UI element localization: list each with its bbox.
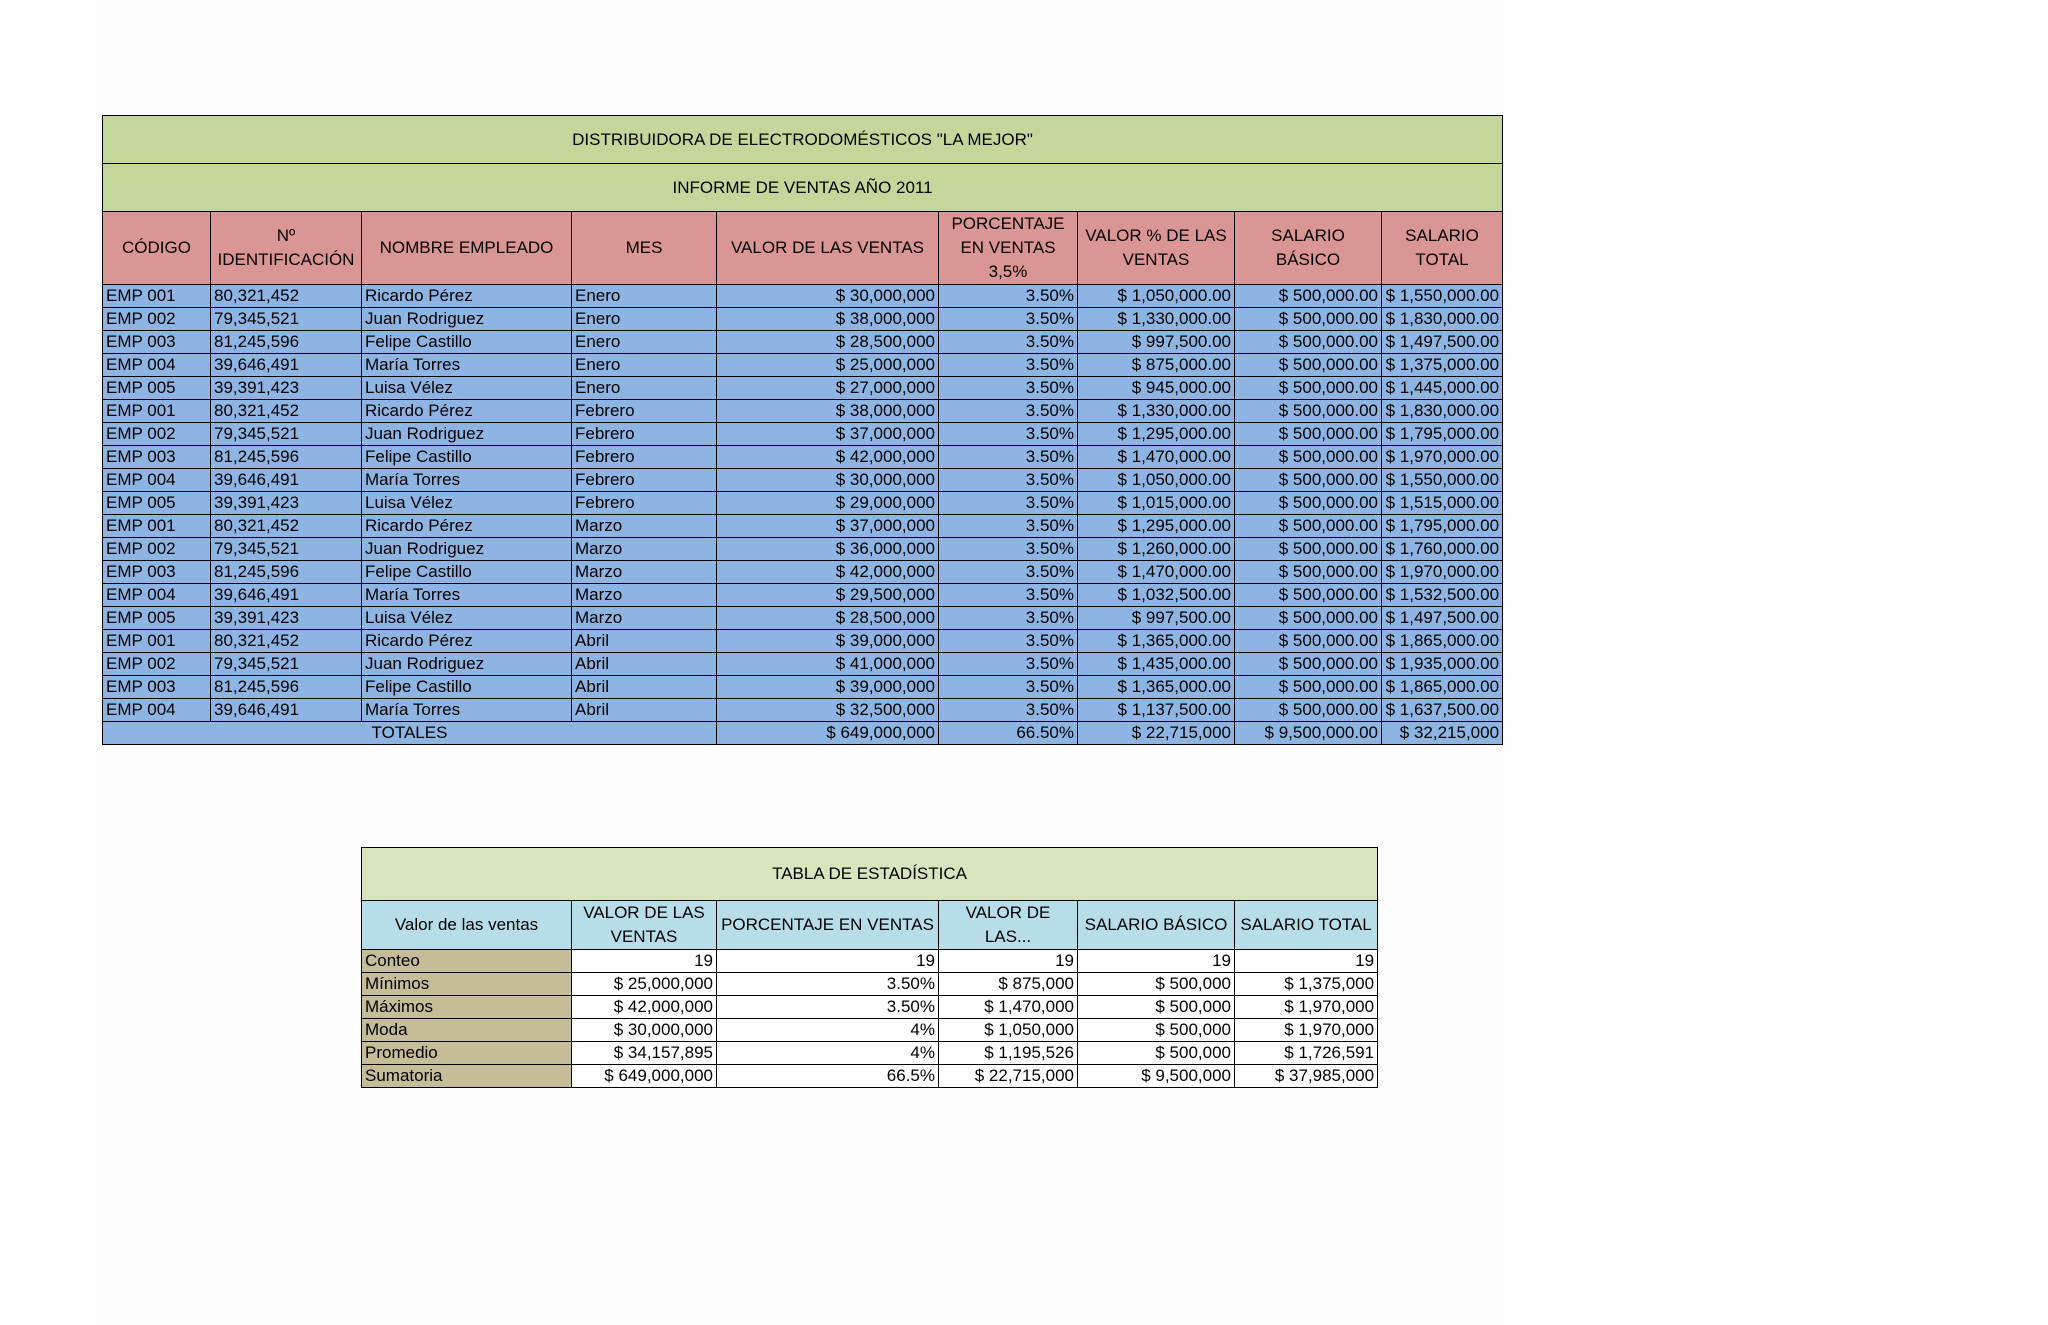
stat-valor-ventas[interactable]: $ 42,000,000	[572, 996, 717, 1019]
cell-codigo[interactable]: EMP 003	[103, 561, 211, 584]
cell-identificacion[interactable]: 81,245,596	[211, 446, 362, 469]
cell-codigo[interactable]: EMP 004	[103, 699, 211, 722]
cell-nombre[interactable]: Juan Rodriguez	[362, 653, 572, 676]
cell-codigo[interactable]: EMP 001	[103, 630, 211, 653]
cell-codigo[interactable]: EMP 002	[103, 538, 211, 561]
cell-valor-ventas[interactable]: $ 30,000,000	[717, 469, 939, 492]
cell-porcentaje[interactable]: 3.50%	[939, 538, 1078, 561]
cell-valor-porcentaje[interactable]: $ 1,470,000.00	[1078, 446, 1235, 469]
stats-header-row	[362, 901, 1378, 950]
cell-porcentaje[interactable]: 3.50%	[939, 446, 1078, 469]
cell-salario-basico[interactable]: $ 500,000.00	[1235, 584, 1382, 607]
cell-valor-porcentaje[interactable]: $ 1,365,000.00	[1078, 676, 1235, 699]
stat-valor-ventas[interactable]: 19	[572, 950, 717, 973]
cell-porcentaje[interactable]: 3.50%	[939, 492, 1078, 515]
cell-valor-ventas[interactable]: $ 28,500,000	[717, 607, 939, 630]
table-row	[103, 492, 1503, 515]
cell-salario-basico[interactable]: $ 500,000.00	[1235, 331, 1382, 354]
total-salario-basico[interactable]: $ 9,500,000.00	[1235, 722, 1382, 745]
cell-nombre[interactable]: Ricardo Pérez	[362, 630, 572, 653]
cell-salario-basico[interactable]: $ 500,000.00	[1235, 630, 1382, 653]
header-codigo[interactable]: CÓDIGO	[103, 212, 211, 285]
stat-salario-basico[interactable]: $ 500,000	[1078, 1042, 1235, 1065]
cell-codigo[interactable]: EMP 005	[103, 607, 211, 630]
cell-salario-basico[interactable]: $ 500,000.00	[1235, 492, 1382, 515]
cell-valor-porcentaje[interactable]: $ 997,500.00	[1078, 331, 1235, 354]
stat-label[interactable]: Promedio	[362, 1042, 572, 1065]
cell-codigo[interactable]: EMP 002	[103, 653, 211, 676]
report-title: DISTRIBUIDORA DE ELECTRODOMÉSTICOS "LA MEJOR"	[103, 116, 1503, 164]
cell-identificacion[interactable]: 39,391,423	[211, 492, 362, 515]
stat-valor-ventas[interactable]: $ 25,000,000	[572, 973, 717, 996]
cell-salario-basico[interactable]: $ 500,000.00	[1235, 676, 1382, 699]
stats-row	[362, 950, 1378, 973]
cell-valor-porcentaje[interactable]: $ 1,330,000.00	[1078, 308, 1235, 331]
table-row	[103, 446, 1503, 469]
cell-identificacion[interactable]: 80,321,452	[211, 515, 362, 538]
cell-porcentaje[interactable]: 3.50%	[939, 699, 1078, 722]
stat-porcentaje[interactable]: 19	[717, 950, 939, 973]
stat-porcentaje[interactable]: 4%	[717, 1019, 939, 1042]
cell-identificacion[interactable]: 79,345,521	[211, 423, 362, 446]
cell-valor-porcentaje[interactable]: $ 1,295,000.00	[1078, 515, 1235, 538]
total-salario-total[interactable]: $ 32,215,000	[1382, 722, 1503, 745]
sales-report-table	[102, 115, 1503, 745]
stat-salario-total[interactable]: $ 1,970,000	[1235, 1019, 1378, 1042]
column-header-row	[103, 212, 1503, 285]
cell-salario-total[interactable]: $ 1,865,000.00	[1382, 630, 1503, 653]
stats-header-porcentaje[interactable]: PORCENTAJE EN VENTAS	[717, 901, 939, 950]
table-row	[103, 607, 1503, 630]
cell-identificacion[interactable]: 39,646,491	[211, 699, 362, 722]
cell-nombre[interactable]: Juan Rodriguez	[362, 538, 572, 561]
statistics-table	[361, 847, 1378, 1088]
cell-valor-ventas[interactable]: $ 38,000,000	[717, 308, 939, 331]
cell-salario-total[interactable]: $ 1,550,000.00	[1382, 285, 1503, 308]
stat-salario-basico[interactable]: $ 500,000	[1078, 973, 1235, 996]
stat-porcentaje[interactable]: 3.50%	[717, 996, 939, 1019]
stat-valor-de-las[interactable]: 19	[939, 950, 1078, 973]
table-row	[103, 561, 1503, 584]
stat-label[interactable]: Conteo	[362, 950, 572, 973]
cell-porcentaje[interactable]: 3.50%	[939, 423, 1078, 446]
stat-valor-ventas[interactable]: $ 34,157,895	[572, 1042, 717, 1065]
cell-identificacion[interactable]: 80,321,452	[211, 400, 362, 423]
cell-salario-basico[interactable]: $ 500,000.00	[1235, 308, 1382, 331]
stat-porcentaje[interactable]: 66.5%	[717, 1065, 939, 1088]
stats-row	[362, 1019, 1378, 1042]
cell-valor-ventas[interactable]: $ 41,000,000	[717, 653, 939, 676]
cell-valor-ventas[interactable]: $ 42,000,000	[717, 561, 939, 584]
totals-label[interactable]: TOTALES	[103, 722, 717, 745]
cell-porcentaje[interactable]: 3.50%	[939, 653, 1078, 676]
cell-salario-total[interactable]: $ 1,865,000.00	[1382, 676, 1503, 699]
total-porcentaje[interactable]: 66.50%	[939, 722, 1078, 745]
cell-porcentaje[interactable]: 3.50%	[939, 676, 1078, 699]
cell-porcentaje[interactable]: 3.50%	[939, 331, 1078, 354]
stats-header-valor-de-las[interactable]: VALOR DE LAS...	[939, 901, 1078, 950]
cell-identificacion[interactable]: 79,345,521	[211, 538, 362, 561]
cell-mes[interactable]: Abril	[572, 676, 717, 699]
stats-header-label[interactable]: Valor de las ventas	[362, 901, 572, 950]
cell-valor-porcentaje[interactable]: $ 945,000.00	[1078, 377, 1235, 400]
cell-salario-total[interactable]: $ 1,375,000.00	[1382, 354, 1503, 377]
stat-valor-de-las[interactable]: $ 875,000	[939, 973, 1078, 996]
cell-salario-total[interactable]: $ 1,795,000.00	[1382, 423, 1503, 446]
table-row	[103, 331, 1503, 354]
stat-salario-total[interactable]: 19	[1235, 950, 1378, 973]
table-row	[103, 308, 1503, 331]
cell-identificacion[interactable]: 39,646,491	[211, 469, 362, 492]
cell-salario-total[interactable]: $ 1,830,000.00	[1382, 308, 1503, 331]
table-row	[103, 676, 1503, 699]
cell-valor-ventas[interactable]: $ 29,000,000	[717, 492, 939, 515]
stat-salario-total[interactable]: $ 1,375,000	[1235, 973, 1378, 996]
cell-valor-ventas[interactable]: $ 42,000,000	[717, 446, 939, 469]
cell-salario-basico[interactable]: $ 500,000.00	[1235, 699, 1382, 722]
cell-salario-basico[interactable]: $ 500,000.00	[1235, 561, 1382, 584]
cell-mes[interactable]: Febrero	[572, 469, 717, 492]
stat-salario-basico[interactable]: 19	[1078, 950, 1235, 973]
cell-porcentaje[interactable]: 3.50%	[939, 515, 1078, 538]
total-valor-ventas[interactable]: $ 649,000,000	[717, 722, 939, 745]
cell-mes[interactable]: Marzo	[572, 538, 717, 561]
stat-valor-de-las[interactable]: $ 1,050,000	[939, 1019, 1078, 1042]
header-nombre-empleado[interactable]: NOMBRE EMPLEADO	[362, 212, 572, 285]
cell-valor-porcentaje[interactable]: $ 1,365,000.00	[1078, 630, 1235, 653]
cell-porcentaje[interactable]: 3.50%	[939, 469, 1078, 492]
cell-identificacion[interactable]: 39,391,423	[211, 377, 362, 400]
cell-nombre[interactable]: Ricardo Pérez	[362, 285, 572, 308]
cell-salario-total[interactable]: $ 1,970,000.00	[1382, 561, 1503, 584]
stat-label[interactable]: Moda	[362, 1019, 572, 1042]
cell-nombre[interactable]: Felipe Castillo	[362, 331, 572, 354]
cell-salario-basico[interactable]: $ 500,000.00	[1235, 469, 1382, 492]
report-subtitle: INFORME DE VENTAS AÑO 2011	[103, 164, 1503, 212]
table-row	[103, 400, 1503, 423]
cell-codigo[interactable]: EMP 001	[103, 400, 211, 423]
cell-valor-ventas[interactable]: $ 39,000,000	[717, 630, 939, 653]
cell-valor-porcentaje[interactable]: $ 1,330,000.00	[1078, 400, 1235, 423]
cell-salario-basico[interactable]: $ 500,000.00	[1235, 354, 1382, 377]
table-row	[103, 630, 1503, 653]
cell-valor-ventas[interactable]: $ 29,500,000	[717, 584, 939, 607]
cell-salario-total[interactable]: $ 1,795,000.00	[1382, 515, 1503, 538]
totals-row	[103, 722, 1503, 745]
cell-valor-porcentaje[interactable]: $ 1,260,000.00	[1078, 538, 1235, 561]
cell-salario-basico[interactable]: $ 500,000.00	[1235, 653, 1382, 676]
cell-nombre[interactable]: María Torres	[362, 469, 572, 492]
header-porcentaje[interactable]: PORCENTAJE EN VENTAS 3,5%	[939, 212, 1078, 285]
cell-mes[interactable]: Enero	[572, 308, 717, 331]
cell-mes[interactable]: Febrero	[572, 400, 717, 423]
cell-valor-ventas[interactable]: $ 25,000,000	[717, 354, 939, 377]
cell-identificacion[interactable]: 79,345,521	[211, 308, 362, 331]
cell-salario-total[interactable]: $ 1,515,000.00	[1382, 492, 1503, 515]
cell-mes[interactable]: Enero	[572, 354, 717, 377]
stat-valor-de-las[interactable]: $ 1,470,000	[939, 996, 1078, 1019]
cell-nombre[interactable]: Ricardo Pérez	[362, 515, 572, 538]
header-salario-total[interactable]: SALARIO TOTAL	[1382, 212, 1503, 285]
cell-codigo[interactable]: EMP 004	[103, 354, 211, 377]
table-row	[103, 699, 1503, 722]
cell-porcentaje[interactable]: 3.50%	[939, 354, 1078, 377]
stat-label[interactable]: Sumatoria	[362, 1065, 572, 1088]
cell-mes[interactable]: Marzo	[572, 584, 717, 607]
cell-nombre[interactable]: Luisa Vélez	[362, 377, 572, 400]
header-valor-ventas[interactable]: VALOR DE LAS VENTAS	[717, 212, 939, 285]
cell-porcentaje[interactable]: 3.50%	[939, 308, 1078, 331]
cell-salario-basico[interactable]: $ 500,000.00	[1235, 607, 1382, 630]
cell-codigo[interactable]: EMP 002	[103, 423, 211, 446]
cell-valor-ventas[interactable]: $ 36,000,000	[717, 538, 939, 561]
cell-porcentaje[interactable]: 3.50%	[939, 285, 1078, 308]
table-row	[103, 515, 1503, 538]
cell-salario-basico[interactable]: $ 500,000.00	[1235, 538, 1382, 561]
cell-mes[interactable]: Marzo	[572, 515, 717, 538]
cell-identificacion[interactable]: 39,646,491	[211, 584, 362, 607]
cell-salario-total[interactable]: $ 1,497,500.00	[1382, 607, 1503, 630]
cell-salario-total[interactable]: $ 1,637,500.00	[1382, 699, 1503, 722]
cell-salario-total[interactable]: $ 1,935,000.00	[1382, 653, 1503, 676]
cell-identificacion[interactable]: 81,245,596	[211, 676, 362, 699]
table-row	[103, 653, 1503, 676]
cell-identificacion[interactable]: 79,345,521	[211, 653, 362, 676]
cell-porcentaje[interactable]: 3.50%	[939, 607, 1078, 630]
cell-salario-basico[interactable]: $ 500,000.00	[1235, 377, 1382, 400]
cell-mes[interactable]: Enero	[572, 331, 717, 354]
cell-mes[interactable]: Abril	[572, 653, 717, 676]
cell-mes[interactable]: Febrero	[572, 446, 717, 469]
cell-nombre[interactable]: María Torres	[362, 699, 572, 722]
stat-label[interactable]: Máximos	[362, 996, 572, 1019]
cell-nombre[interactable]: Ricardo Pérez	[362, 400, 572, 423]
cell-valor-porcentaje[interactable]: $ 1,470,000.00	[1078, 561, 1235, 584]
cell-valor-ventas[interactable]: $ 38,000,000	[717, 400, 939, 423]
cell-valor-ventas[interactable]: $ 32,500,000	[717, 699, 939, 722]
stat-salario-total[interactable]: $ 37,985,000	[1235, 1065, 1378, 1088]
stat-valor-de-las[interactable]: $ 1,195,526	[939, 1042, 1078, 1065]
cell-nombre[interactable]: María Torres	[362, 354, 572, 377]
cell-salario-basico[interactable]: $ 500,000.00	[1235, 446, 1382, 469]
cell-identificacion[interactable]: 39,391,423	[211, 607, 362, 630]
table-row	[103, 423, 1503, 446]
cell-porcentaje[interactable]: 3.50%	[939, 561, 1078, 584]
cell-valor-ventas[interactable]: $ 27,000,000	[717, 377, 939, 400]
cell-nombre[interactable]: Luisa Vélez	[362, 607, 572, 630]
table-row	[103, 584, 1503, 607]
table-row	[103, 354, 1503, 377]
stats-header-valor-ventas[interactable]: VALOR DE LAS VENTAS	[572, 901, 717, 950]
cell-porcentaje[interactable]: 3.50%	[939, 584, 1078, 607]
stats-header-salario-total[interactable]: SALARIO TOTAL	[1235, 901, 1378, 950]
cell-codigo[interactable]: EMP 003	[103, 676, 211, 699]
cell-codigo[interactable]: EMP 003	[103, 446, 211, 469]
cell-nombre[interactable]: María Torres	[362, 584, 572, 607]
header-mes[interactable]: MES	[572, 212, 717, 285]
cell-salario-total[interactable]: $ 1,532,500.00	[1382, 584, 1503, 607]
cell-identificacion[interactable]: 80,321,452	[211, 630, 362, 653]
cell-codigo[interactable]: EMP 005	[103, 377, 211, 400]
stat-valor-ventas[interactable]: $ 649,000,000	[572, 1065, 717, 1088]
stat-salario-basico[interactable]: $ 9,500,000	[1078, 1065, 1235, 1088]
cell-mes[interactable]: Abril	[572, 699, 717, 722]
cell-salario-total[interactable]: $ 1,760,000.00	[1382, 538, 1503, 561]
cell-valor-porcentaje[interactable]: $ 1,295,000.00	[1078, 423, 1235, 446]
cell-codigo[interactable]: EMP 001	[103, 515, 211, 538]
stat-salario-basico[interactable]: $ 500,000	[1078, 996, 1235, 1019]
table-row	[103, 538, 1503, 561]
cell-porcentaje[interactable]: 3.50%	[939, 630, 1078, 653]
cell-valor-porcentaje[interactable]: $ 1,435,000.00	[1078, 653, 1235, 676]
cell-valor-porcentaje[interactable]: $ 1,015,000.00	[1078, 492, 1235, 515]
cell-codigo[interactable]: EMP 004	[103, 584, 211, 607]
cell-codigo[interactable]: EMP 004	[103, 469, 211, 492]
stat-porcentaje[interactable]: 3.50%	[717, 973, 939, 996]
cell-mes[interactable]: Febrero	[572, 423, 717, 446]
cell-mes[interactable]: Marzo	[572, 607, 717, 630]
cell-codigo[interactable]: EMP 005	[103, 492, 211, 515]
stat-valor-de-las[interactable]: $ 22,715,000	[939, 1065, 1078, 1088]
cell-salario-basico[interactable]: $ 500,000.00	[1235, 400, 1382, 423]
stat-salario-total[interactable]: $ 1,970,000	[1235, 996, 1378, 1019]
cell-valor-porcentaje[interactable]: $ 1,050,000.00	[1078, 285, 1235, 308]
cell-codigo[interactable]: EMP 001	[103, 285, 211, 308]
stat-label[interactable]: Mínimos	[362, 973, 572, 996]
cell-salario-total[interactable]: $ 1,550,000.00	[1382, 469, 1503, 492]
cell-salario-total[interactable]: $ 1,970,000.00	[1382, 446, 1503, 469]
stats-row	[362, 996, 1378, 1019]
cell-salario-basico[interactable]: $ 500,000.00	[1235, 423, 1382, 446]
cell-valor-ventas[interactable]: $ 37,000,000	[717, 515, 939, 538]
cell-porcentaje[interactable]: 3.50%	[939, 400, 1078, 423]
table-row	[103, 285, 1503, 308]
header-valor-porcentaje[interactable]: VALOR % DE LAS VENTAS	[1078, 212, 1235, 285]
cell-salario-total[interactable]: $ 1,830,000.00	[1382, 400, 1503, 423]
cell-identificacion[interactable]: 39,646,491	[211, 354, 362, 377]
table-row	[103, 469, 1503, 492]
cell-identificacion[interactable]: 80,321,452	[211, 285, 362, 308]
stat-salario-basico[interactable]: $ 500,000	[1078, 1019, 1235, 1042]
stats-row	[362, 1042, 1378, 1065]
header-identificacion[interactable]: Nº IDENTIFICACIÓN	[211, 212, 362, 285]
table-row	[103, 377, 1503, 400]
cell-valor-porcentaje[interactable]: $ 997,500.00	[1078, 607, 1235, 630]
stats-row	[362, 1065, 1378, 1088]
cell-valor-porcentaje[interactable]: $ 1,032,500.00	[1078, 584, 1235, 607]
cell-mes[interactable]: Enero	[572, 285, 717, 308]
total-valor-porcentaje[interactable]: $ 22,715,000	[1078, 722, 1235, 745]
stats-row	[362, 973, 1378, 996]
cell-nombre[interactable]: Juan Rodriguez	[362, 423, 572, 446]
cell-valor-ventas[interactable]: $ 37,000,000	[717, 423, 939, 446]
cell-porcentaje[interactable]: 3.50%	[939, 377, 1078, 400]
cell-nombre[interactable]: Felipe Castillo	[362, 676, 572, 699]
cell-valor-porcentaje[interactable]: $ 1,137,500.00	[1078, 699, 1235, 722]
cell-mes[interactable]: Enero	[572, 377, 717, 400]
cell-valor-porcentaje[interactable]: $ 1,050,000.00	[1078, 469, 1235, 492]
cell-salario-basico[interactable]: $ 500,000.00	[1235, 515, 1382, 538]
cell-identificacion[interactable]: 81,245,596	[211, 331, 362, 354]
cell-mes[interactable]: Febrero	[572, 492, 717, 515]
cell-valor-ventas[interactable]: $ 28,500,000	[717, 331, 939, 354]
cell-nombre[interactable]: Juan Rodriguez	[362, 308, 572, 331]
cell-codigo[interactable]: EMP 003	[103, 331, 211, 354]
cell-salario-total[interactable]: $ 1,445,000.00	[1382, 377, 1503, 400]
cell-nombre[interactable]: Felipe Castillo	[362, 446, 572, 469]
cell-mes[interactable]: Marzo	[572, 561, 717, 584]
cell-salario-basico[interactable]: $ 500,000.00	[1235, 285, 1382, 308]
cell-valor-ventas[interactable]: $ 39,000,000	[717, 676, 939, 699]
stat-salario-total[interactable]: $ 1,726,591	[1235, 1042, 1378, 1065]
cell-nombre[interactable]: Luisa Vélez	[362, 492, 572, 515]
header-salario-basico[interactable]: SALARIO BÁSICO	[1235, 212, 1382, 285]
cell-salario-total[interactable]: $ 1,497,500.00	[1382, 331, 1503, 354]
cell-valor-porcentaje[interactable]: $ 875,000.00	[1078, 354, 1235, 377]
cell-mes[interactable]: Abril	[572, 630, 717, 653]
stat-porcentaje[interactable]: 4%	[717, 1042, 939, 1065]
cell-identificacion[interactable]: 81,245,596	[211, 561, 362, 584]
cell-nombre[interactable]: Felipe Castillo	[362, 561, 572, 584]
stat-valor-ventas[interactable]: $ 30,000,000	[572, 1019, 717, 1042]
cell-codigo[interactable]: EMP 002	[103, 308, 211, 331]
stats-title: TABLA DE ESTADÍSTICA	[362, 848, 1378, 901]
stats-header-salario-basico[interactable]: SALARIO BÁSICO	[1078, 901, 1235, 950]
cell-valor-ventas[interactable]: $ 30,000,000	[717, 285, 939, 308]
